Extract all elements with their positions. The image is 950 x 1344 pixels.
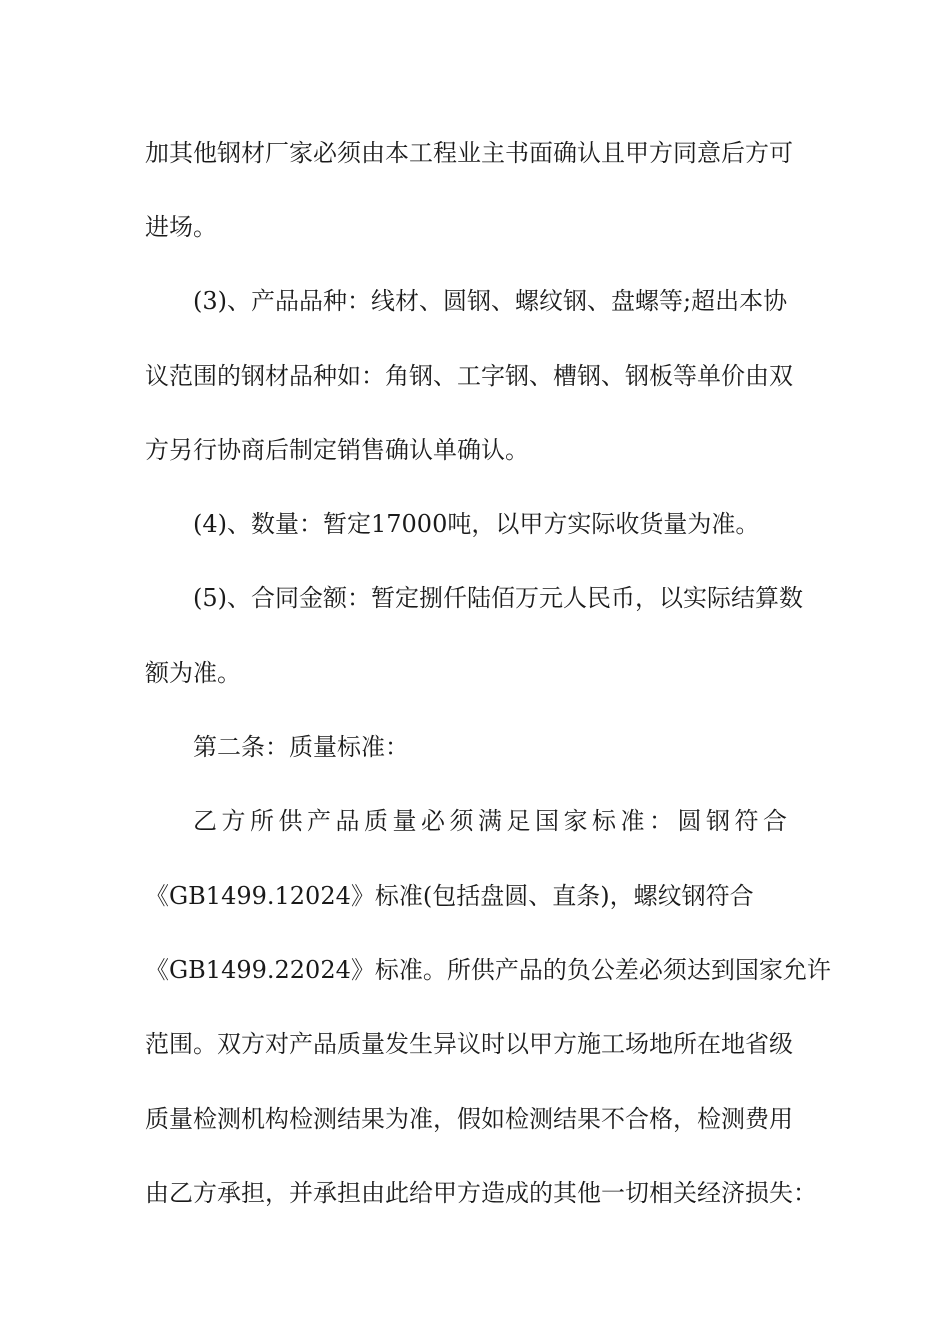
text-line: 额为准。 <box>145 659 241 687</box>
text-line: 乙方所供产品质量必须满足国家标准：圆钢符合 <box>193 807 792 835</box>
text-line: 议范围的钢材品种如：角钢、工字钢、槽钢、钢板等单价由双 <box>145 362 793 390</box>
text-line: (3)、产品品种：线材、圆钢、螺纹钢、盘螺等;超出本协 <box>193 287 788 315</box>
section-heading: 第二条：质量标准： <box>193 733 409 761</box>
text-line: 进场。 <box>145 213 217 241</box>
text-line: (4)、数量：暂定17000吨，以甲方实际收货量为准。 <box>193 510 760 538</box>
text-line: 《GB1499.22024》标准。所供产品的负公差必须达到国家允许 <box>145 956 831 984</box>
text-line: 方另行协商后制定销售确认单确认。 <box>145 436 529 464</box>
text-line: 加其他钢材厂家必须由本工程业主书面确认且甲方同意后方可 <box>145 139 793 167</box>
text-line: 由乙方承担，并承担由此给甲方造成的其他一切相关经济损失： <box>145 1179 817 1207</box>
text-line: (5)、合同金额：暂定捌仟陆佰万元人民币，以实际结算数 <box>193 584 803 612</box>
text-line: 范围。双方对产品质量发生异议时以甲方施工场地所在地省级 <box>145 1030 793 1058</box>
text-line: 质量检测机构检测结果为准，假如检测结果不合格，检测费用 <box>145 1105 793 1133</box>
text-line: 《GB1499.12024》标准(包括盘圆、直条)，螺纹钢符合 <box>145 882 754 910</box>
